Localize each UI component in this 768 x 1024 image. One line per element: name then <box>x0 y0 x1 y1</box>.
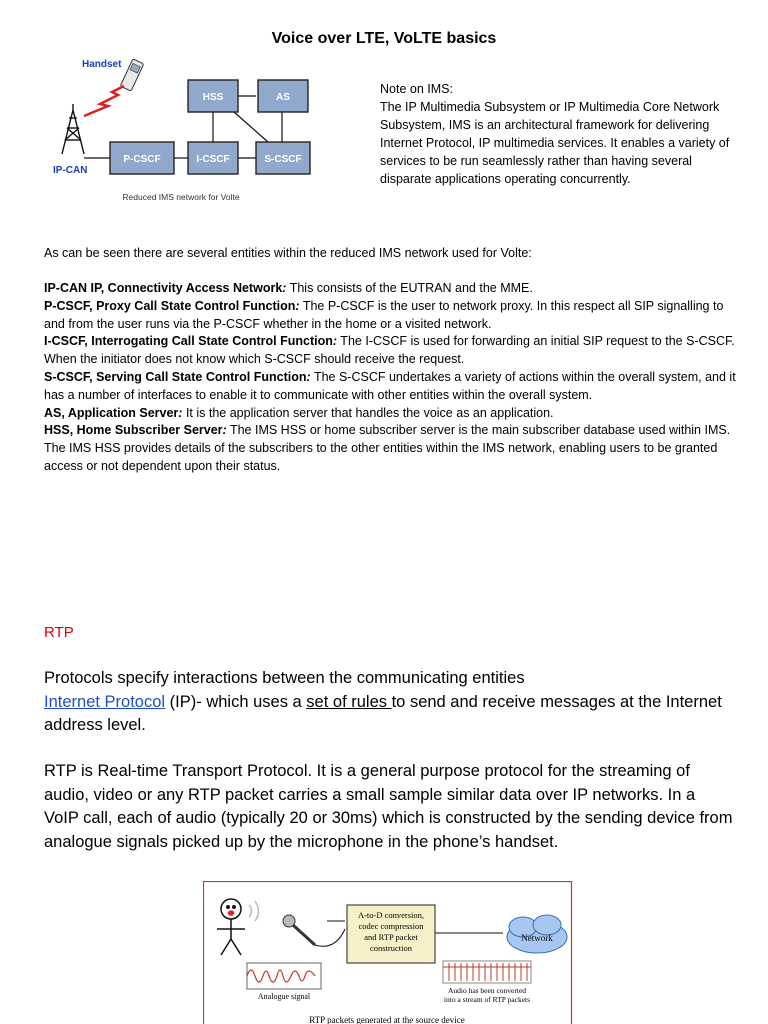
ipcan-label: IP-CAN <box>53 165 88 176</box>
protocols-paragraph: Protocols specify interactions between the communicating entities Internet Protocol (IP)- which uses a set of rules to send and receive messages at the Internet address level. <box>44 669 722 734</box>
svg-text:construction: construction <box>369 943 413 953</box>
icscf-box <box>188 142 238 174</box>
network-cloud-icon <box>507 915 567 953</box>
svg-text:A-to-D conversion,: A-to-D conversion, <box>357 910 425 920</box>
svg-text:S-CSCF: S-CSCF <box>264 154 302 165</box>
pcscf-box <box>110 142 174 174</box>
entity-icscf: I-CSCF, Interrogating Call State Control Function: The I-CSCF is used for forwarding an initial SIP request to the S-CSCF. When the initiator does not know which S-CSCF should receive the request. <box>44 334 735 367</box>
page-title: Voice over LTE, VoLTE basics <box>271 30 497 47</box>
analogue-signal-graph <box>247 963 321 1001</box>
cell-tower-icon <box>62 104 84 154</box>
set-of-rules-text: set of rules <box>306 692 392 711</box>
svg-text:Analogue signal: Analogue signal <box>257 992 311 1001</box>
entities-intro: As can be seen there are several entities within the reduced IMS network used for Volte: <box>44 246 532 260</box>
svg-text:P-CSCF: P-CSCF <box>123 154 161 165</box>
entity-pcscf: P-CSCF, Proxy Call State Control Function: The P-CSCF is the user to network proxy. In this respect all SIP signalling to and from the user runs via the P-CSCF whether in the home or a visited network. <box>44 298 724 331</box>
audio-converted-line2: into a stream of RTP packets <box>443 995 531 1004</box>
network-label: Network <box>521 933 553 943</box>
entity-ipcan: IP-CAN IP, Connectivity Access Network: This consists of the EUTRAN and the MME. <box>44 281 533 295</box>
rtp-figure <box>203 881 573 1024</box>
svg-text:AS: AS <box>276 92 290 103</box>
svg-text:I-CSCF: I-CSCF <box>196 154 230 165</box>
as-box <box>258 80 308 112</box>
entity-as: AS, Application Server: It is the application server that handles the voice as an application. <box>44 405 554 420</box>
rtp-paragraph: RTP is Real-time Transport Protocol. It is a general purpose protocol for the streaming of audio, video or any RTP packet carries a small sample similar data over IP networks. In a VoIP call, each of audio (typically 20 or 30ms) which is constructed by the sending device from analogue signals picked up by the microphone in the phone’s handset. <box>44 762 733 851</box>
entity-hss: HSS, Home Subscriber Server: The IMS HSS or home subscriber server is the main subscriber database used within IMS. The IMS HSS provides details of the subscribers to the other entities within the IMS network, enabling users to be granted access or not dependent upon their status. <box>44 423 731 473</box>
hss-box <box>188 80 238 112</box>
svg-text:HSS: HSS <box>202 92 224 103</box>
svg-text:codec compression: codec compression <box>358 921 424 931</box>
audio-converted-line1: Audio has been converted <box>447 986 527 995</box>
svg-text:and RTP packet: and RTP packet <box>364 932 418 942</box>
internet-protocol-link[interactable]: Internet Protocol <box>44 692 166 711</box>
note-heading: Note on IMS: <box>380 82 453 96</box>
conversion-box <box>347 905 435 963</box>
ims-note <box>380 80 735 188</box>
scscf-box <box>256 142 310 174</box>
diagram-caption: Reduced IMS network for Volte <box>122 192 240 202</box>
note-body: The IP Multimedia Subsystem or IP Multimedia Core Network Subsystem, IMS is an architectural framework for delivering Internet Protocol, IP multimedia services. It enables a variety of services to be run seamlessly rather than having several disparate applications operating concurrently. <box>380 100 730 186</box>
radio-link-icon <box>84 86 124 116</box>
ims-network-diagram <box>40 52 380 212</box>
entity-scscf: S-CSCF, Serving Call State Control Function: The S-CSCF undertakes a variety of actions within the overall system, and it has a number of interfaces to enable it to communicate with other entities within the overall system. <box>44 369 736 402</box>
entity-definitions <box>44 280 744 476</box>
handset-label: Handset <box>82 59 122 70</box>
figure-caption: RTP packets generated at the source device <box>309 1015 465 1024</box>
rtp-heading: RTP <box>44 624 74 641</box>
